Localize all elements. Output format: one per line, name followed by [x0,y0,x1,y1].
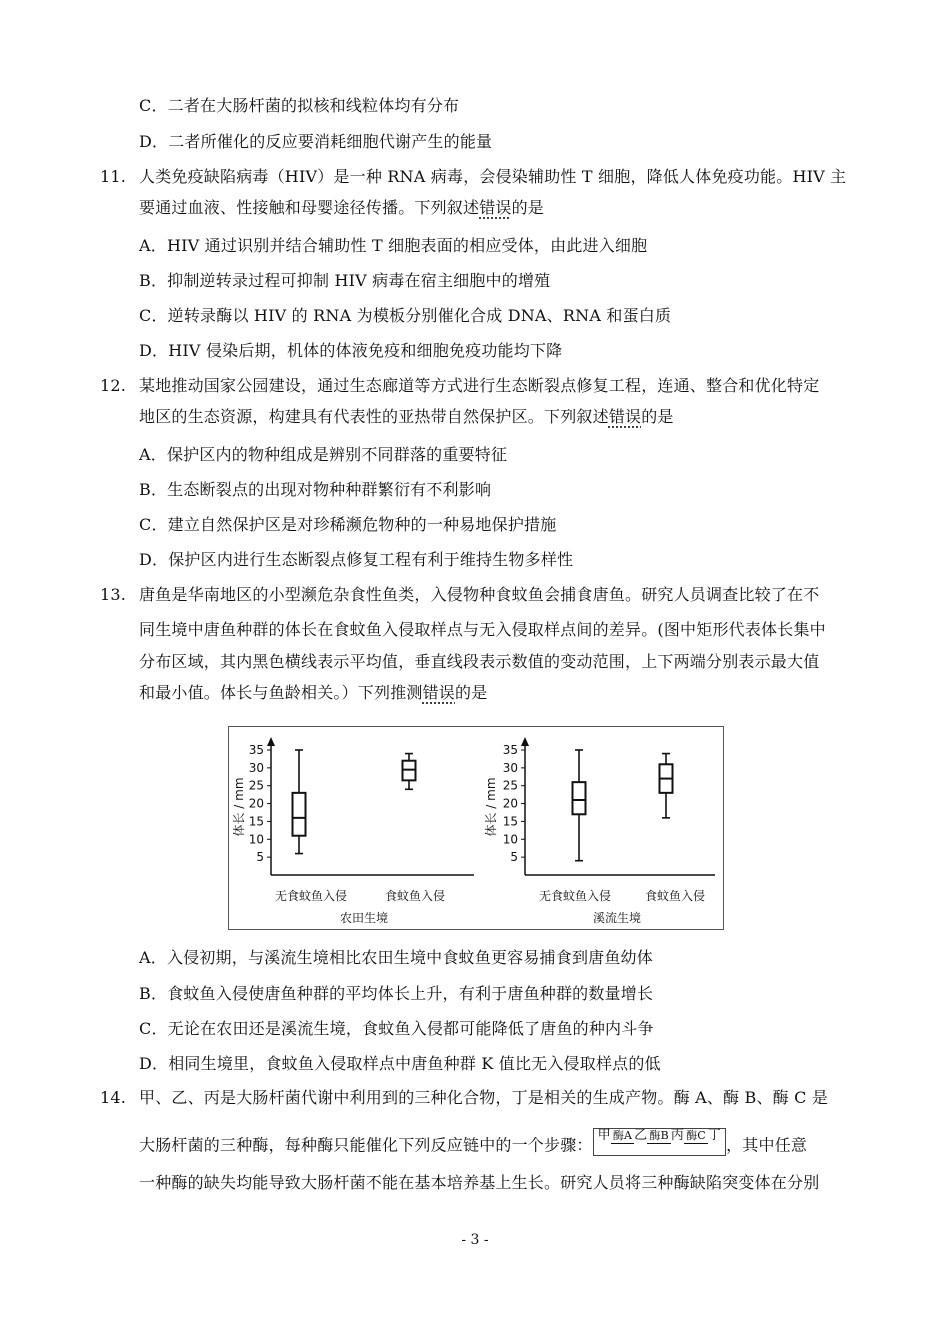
q14-stem-pre: 大肠杆菌的三种酶，每种酶只能催化下列反应链中的一个步骤： [139,1135,593,1155]
q14-stem-line1: 甲、乙、丙是大肠杆菌代谢中利用到的三种化合物，丁是相关的生成产物。酶 A、酶 B、酶 C 是 [139,1088,829,1107]
category-label-no-invasion: 无食蚊鱼入侵 [538,889,612,903]
q12-option-a: A．保护区内的物种组成是辨别不同群落的重要特征 [139,445,508,464]
box-plot-figure [228,726,724,930]
q13-number: 13. [100,585,127,604]
q14-stem-line2 [139,1128,808,1160]
enzyme-a-arrow: 酶A [612,1129,633,1142]
q11-stem-emphasis: 错误 [479,198,512,217]
q11-option-c: C．逆转录酶以 HIV 的 RNA 为模板分别催化合成 DNA、RNA 和蛋白质 [139,306,672,325]
y-axis-label-stream: 体长 / mm [484,777,498,837]
y-ticks-farmland [249,743,271,864]
page-number: - 3 - [461,1232,489,1248]
box-rect [293,793,306,836]
q12-stem-line2 [139,406,674,428]
compound-jia: 甲 [597,1128,611,1143]
y-ticks-stream [503,743,525,864]
q13-stem-line3: 分布区域，其内黑色横线表示平均值，垂直线段表示数值的变动范围，上下两端分别表示最大值 [139,652,820,671]
y-axis-label-farmland: 体长 / mm [232,777,246,837]
y-tick-label: 10 [248,832,264,847]
y-tick-label: 15 [248,814,264,829]
y-tick-label: 5 [510,850,518,865]
y-axis-arrow-icon [267,737,275,746]
boxes-farmland [293,750,416,854]
y-tick-label: 20 [502,796,518,811]
q13-stem-emphasis: 错误 [422,683,456,702]
q13-stem-line2: 同生境中唐鱼种群的体长在食蚊鱼入侵取样点与无入侵取样点间的差异。(图中矩形代表体长集中 [139,620,826,639]
panel-title-stream: 溪流生境 [592,911,642,925]
q12-stem-post: 的是 [641,407,674,426]
box-plot-svg [229,727,723,929]
q13-stem-line4 [139,682,487,704]
q12-stem-pre: 地区的生态资源，构建具有代表性的亚热带自然保护区。下列叙述 [139,407,609,426]
enzyme-b-arrow: 酶B [649,1129,669,1142]
q12-stem-line1: 某地推动国家公园建设，通过生态廊道等方式进行生态断裂点修复工程，连通、整合和优化特定 [139,376,820,395]
enzyme-c-arrow: 酶C [686,1129,706,1142]
q10-option-c: C．二者在大肠杆菌的拟核和线粒体均有分布 [139,96,460,115]
chart-panel-farmland [231,737,474,925]
q11-stem-line1: 人类免疫缺陷病毒（HIV）是一种 RNA 病毒，会侵染辅助性 T 细胞，降低人体免疫功能。HIV 主 [139,167,847,186]
category-label-no-invasion: 无食蚊鱼入侵 [274,889,348,903]
y-tick-label: 35 [502,743,518,757]
compound-yi: 乙 [634,1128,648,1143]
y-axis-arrow-icon [521,737,529,746]
y-tick-label: 10 [502,832,518,847]
q11-option-a: A．HIV 通过识别并结合辅助性 T 细胞表面的相应受体，由此进入细胞 [139,236,648,255]
q13-option-b: B．食蚊鱼入侵使唐鱼种群的平均体长上升，有利于唐鱼种群的数量增长 [139,984,654,1003]
y-tick-label: 30 [248,760,264,775]
y-tick-label: 30 [502,760,518,775]
q12-option-b: B．生态断裂点的出现对物种种群繁衍有不利影响 [139,480,492,499]
q14-number: 14. [100,1088,127,1107]
q12-option-d: D．保护区内进行生态断裂点修复工程有利于维持生物多样性 [139,550,574,569]
q13-option-c: C．无论在农田还是溪流生境，食蚊鱼入侵都可能降低了唐鱼的种内斗争 [139,1019,654,1038]
compound-bing: 丙 [670,1128,685,1143]
q13-stem-post: 的是 [455,683,488,702]
q11-stem-pre: 要通过血液、性接触和母婴途径传播。下列叙述 [139,198,480,217]
q13-stem-pre: 和最小值。体长与鱼龄相关。）下列推测 [139,683,423,702]
q11-stem-post: 的是 [511,198,545,217]
q10-option-d: D．二者所催化的反应要消耗细胞代谢产生的能量 [139,132,493,151]
q13-option-a: A．入侵初期，与溪流生境相比农田生境中食蚊鱼更容易捕食到唐鱼幼体 [139,948,653,967]
boxes-stream [573,750,673,861]
compound-ding: 丁 [707,1128,722,1143]
q13-stem-line1: 唐鱼是华南地区的小型濒危杂食性鱼类，入侵物种食蚊鱼会捕食唐鱼。研究人员调查比较了在不 [139,585,820,604]
y-tick-label: 20 [248,796,264,811]
category-label-invasion: 食蚊鱼入侵 [384,889,446,903]
category-label-invasion: 食蚊鱼入侵 [644,889,706,903]
q11-option-d: D．HIV 侵染后期，机体的体液免疫和细胞免疫功能均下降 [139,341,563,360]
reaction-pathway [593,1128,726,1156]
q11-stem-line2 [139,197,544,219]
q12-number: 12. [100,376,127,395]
y-tick-label: 35 [248,743,264,757]
q11-number: 11. [100,167,127,186]
q14-stem-post: ，其中任意 [726,1135,808,1155]
y-tick-label: 5 [256,850,264,865]
y-tick-label: 25 [502,778,518,793]
q12-stem-emphasis: 错误 [608,407,642,426]
chart-panel-stream [483,737,715,925]
q11-option-b: B．抑制逆转录过程可抑制 HIV 病毒在宿主细胞中的增殖 [139,271,551,290]
y-tick-label: 15 [502,814,518,829]
panel-title-farmland: 农田生境 [339,911,389,925]
box-rect [573,782,586,814]
y-tick-label: 25 [248,778,264,793]
q12-option-c: C．建立自然保护区是对珍稀濒危物种的一种易地保护措施 [139,515,557,534]
q13-option-d: D．相同生境里，食蚊鱼入侵取样点中唐鱼种群 K 值比无入侵取样点的低 [139,1054,661,1073]
q14-stem-line3: 一种酶的缺失均能导致大肠杆菌不能在基本培养基上生长。研究人员将三种酶缺陷突变体在分别 [139,1173,820,1192]
